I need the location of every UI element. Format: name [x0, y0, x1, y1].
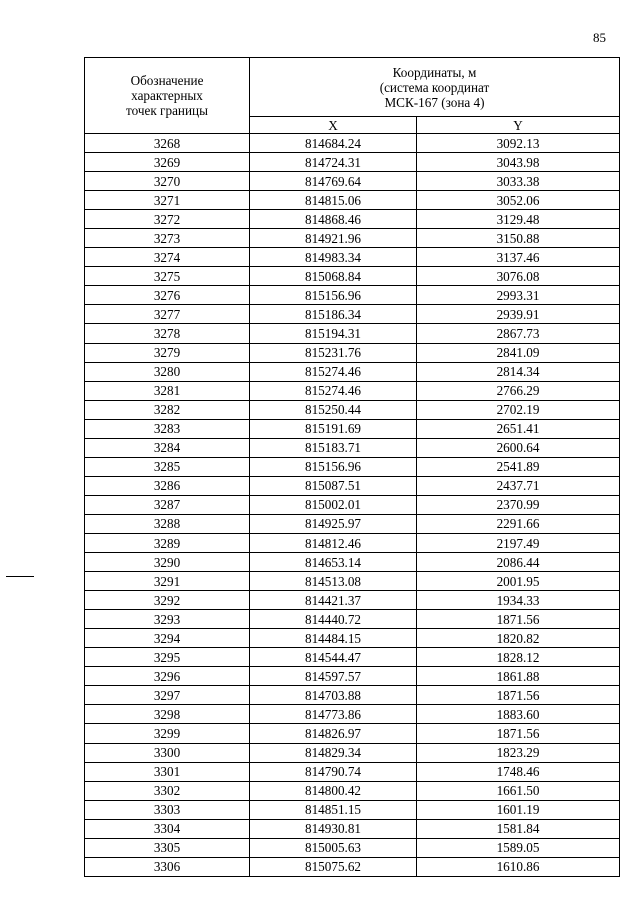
table-row [85, 533, 620, 552]
point-cell: 3299 [85, 724, 250, 743]
x-cell: 815156.96 [250, 286, 417, 305]
y-cell: 1871.56 [417, 610, 620, 629]
point-cell: 3272 [85, 210, 250, 229]
point-cell: 3289 [85, 533, 250, 552]
point-cell: 3276 [85, 286, 250, 305]
x-cell: 814769.64 [250, 172, 417, 191]
point-cell: 3290 [85, 553, 250, 572]
point-cell: 3281 [85, 381, 250, 400]
x-cell: 814724.31 [250, 153, 417, 172]
table-row [85, 153, 620, 172]
point-cell: 3269 [85, 153, 250, 172]
y-cell: 1883.60 [417, 705, 620, 724]
header-coords-line3: МСК-167 (зона 4) [384, 94, 485, 110]
x-cell: 814653.14 [250, 553, 417, 572]
x-cell: 814597.57 [250, 667, 417, 686]
table-row [85, 610, 620, 629]
header-point-line2: характерных [131, 88, 203, 103]
x-cell: 815005.63 [250, 838, 417, 857]
y-cell: 1934.33 [417, 591, 620, 610]
y-cell: 2541.89 [417, 457, 620, 476]
header-point-line3: точек границы [126, 103, 208, 118]
x-cell: 814790.74 [250, 762, 417, 781]
header-x: X [250, 117, 417, 134]
y-cell: 2001.95 [417, 572, 620, 591]
y-cell: 1581.84 [417, 819, 620, 838]
table-row [85, 667, 620, 686]
point-cell: 3298 [85, 705, 250, 724]
y-cell: 1610.86 [417, 857, 620, 876]
point-cell: 3287 [85, 495, 250, 514]
point-cell: 3302 [85, 781, 250, 800]
point-cell: 3296 [85, 667, 250, 686]
table-row [85, 400, 620, 419]
y-cell: 2197.49 [417, 533, 620, 552]
y-cell: 2814.34 [417, 362, 620, 381]
point-cell: 3270 [85, 172, 250, 191]
point-cell: 3274 [85, 248, 250, 267]
table-row [85, 229, 620, 248]
y-cell: 1828.12 [417, 648, 620, 667]
x-cell: 814851.15 [250, 800, 417, 819]
table-row [85, 781, 620, 800]
point-cell: 3293 [85, 610, 250, 629]
table-row [85, 191, 620, 210]
table-row [85, 819, 620, 838]
x-cell: 814484.15 [250, 629, 417, 648]
x-cell: 814544.47 [250, 648, 417, 667]
point-cell: 3284 [85, 438, 250, 457]
table-row [85, 267, 620, 286]
x-cell: 815156.96 [250, 457, 417, 476]
y-cell: 2600.64 [417, 438, 620, 457]
point-cell: 3282 [85, 400, 250, 419]
x-cell: 815231.76 [250, 343, 417, 362]
x-cell: 814815.06 [250, 191, 417, 210]
y-cell: 2370.99 [417, 495, 620, 514]
table-row [85, 305, 620, 324]
x-cell: 815186.34 [250, 305, 417, 324]
y-cell: 2867.73 [417, 324, 620, 343]
y-cell: 1861.88 [417, 667, 620, 686]
y-cell: 3052.06 [417, 191, 620, 210]
point-cell: 3295 [85, 648, 250, 667]
point-cell: 3285 [85, 457, 250, 476]
table-row [85, 572, 620, 591]
margin-mark [6, 576, 34, 577]
x-cell: 814983.34 [250, 248, 417, 267]
x-cell: 814925.97 [250, 514, 417, 533]
y-cell: 2086.44 [417, 553, 620, 572]
table-row [85, 343, 620, 362]
point-cell: 3300 [85, 743, 250, 762]
x-cell: 814773.86 [250, 705, 417, 724]
y-cell: 2939.91 [417, 305, 620, 324]
x-cell: 814829.34 [250, 743, 417, 762]
table-row [85, 762, 620, 781]
y-cell: 1820.82 [417, 629, 620, 648]
x-cell: 815194.31 [250, 324, 417, 343]
point-cell: 3288 [85, 514, 250, 533]
x-cell: 815250.44 [250, 400, 417, 419]
point-cell: 3291 [85, 572, 250, 591]
table-row [85, 648, 620, 667]
x-cell: 814800.42 [250, 781, 417, 800]
table-row [85, 553, 620, 572]
y-cell: 2841.09 [417, 343, 620, 362]
table-row [85, 419, 620, 438]
point-cell: 3303 [85, 800, 250, 819]
x-cell: 814421.37 [250, 591, 417, 610]
point-cell: 3304 [85, 819, 250, 838]
table-row [85, 476, 620, 495]
y-cell: 2766.29 [417, 381, 620, 400]
y-cell: 2437.71 [417, 476, 620, 495]
x-cell: 815002.01 [250, 495, 417, 514]
header-coords-line2: (система координат [379, 79, 490, 95]
point-cell: 3294 [85, 629, 250, 648]
table-row [85, 286, 620, 305]
point-cell: 3275 [85, 267, 250, 286]
y-cell: 1748.46 [417, 762, 620, 781]
y-cell: 2651.41 [417, 419, 620, 438]
table-row [85, 743, 620, 762]
x-cell: 815183.71 [250, 438, 417, 457]
x-cell: 815068.84 [250, 267, 417, 286]
table-row [85, 857, 620, 876]
table-row [85, 248, 620, 267]
x-cell: 814826.97 [250, 724, 417, 743]
x-cell: 814812.46 [250, 533, 417, 552]
table-body [85, 134, 620, 877]
x-cell: 814930.81 [250, 819, 417, 838]
point-cell: 3297 [85, 686, 250, 705]
point-cell: 3305 [85, 838, 250, 857]
table-row [85, 172, 620, 191]
table-row [85, 134, 620, 153]
header-coords-line1: Координаты, м [392, 64, 477, 80]
point-cell: 3277 [85, 305, 250, 324]
point-cell: 3279 [85, 343, 250, 362]
x-cell: 814513.08 [250, 572, 417, 591]
point-cell: 3268 [85, 134, 250, 153]
x-cell: 814684.24 [250, 134, 417, 153]
table-row [85, 800, 620, 819]
point-cell: 3273 [85, 229, 250, 248]
y-cell: 3076.08 [417, 267, 620, 286]
table-row [85, 210, 620, 229]
page-number: 85 [593, 30, 606, 45]
x-cell: 814921.96 [250, 229, 417, 248]
table-row [85, 838, 620, 857]
y-cell: 2702.19 [417, 400, 620, 419]
y-cell: 3043.98 [417, 153, 620, 172]
header-point-designation [85, 58, 250, 134]
point-cell: 3283 [85, 419, 250, 438]
y-cell: 2993.31 [417, 286, 620, 305]
point-cell: 3278 [85, 324, 250, 343]
x-cell: 815075.62 [250, 857, 417, 876]
table-row [85, 362, 620, 381]
x-cell: 815274.46 [250, 381, 417, 400]
table-row [85, 591, 620, 610]
x-cell: 814703.88 [250, 686, 417, 705]
y-cell: 3150.88 [417, 229, 620, 248]
x-cell: 815191.69 [250, 419, 417, 438]
table-row [85, 324, 620, 343]
y-cell: 3092.13 [417, 134, 620, 153]
y-cell: 3137.46 [417, 248, 620, 267]
table-row [85, 686, 620, 705]
table-row [85, 629, 620, 648]
y-cell: 1871.56 [417, 724, 620, 743]
point-cell: 3286 [85, 476, 250, 495]
table-row [85, 438, 620, 457]
x-cell: 814440.72 [250, 610, 417, 629]
table-row [85, 514, 620, 533]
point-cell: 3301 [85, 762, 250, 781]
table-row [85, 457, 620, 476]
boundary-points-table [84, 57, 620, 877]
table-row [85, 705, 620, 724]
table-row [85, 381, 620, 400]
point-cell: 3292 [85, 591, 250, 610]
point-cell: 3280 [85, 362, 250, 381]
y-cell: 1589.05 [417, 838, 620, 857]
table-row [85, 724, 620, 743]
point-cell: 3306 [85, 857, 250, 876]
x-cell: 815087.51 [250, 476, 417, 495]
y-cell: 2291.66 [417, 514, 620, 533]
header-coordinates [250, 58, 620, 117]
table-row [85, 495, 620, 514]
y-cell: 1823.29 [417, 743, 620, 762]
y-cell: 3033.38 [417, 172, 620, 191]
header-point-line1: Обозначение [130, 73, 204, 88]
x-cell: 815274.46 [250, 362, 417, 381]
y-cell: 1601.19 [417, 800, 620, 819]
y-cell: 3129.48 [417, 210, 620, 229]
y-cell: 1871.56 [417, 686, 620, 705]
point-cell: 3271 [85, 191, 250, 210]
y-cell: 1661.50 [417, 781, 620, 800]
x-cell: 814868.46 [250, 210, 417, 229]
header-y: Y [417, 117, 620, 134]
